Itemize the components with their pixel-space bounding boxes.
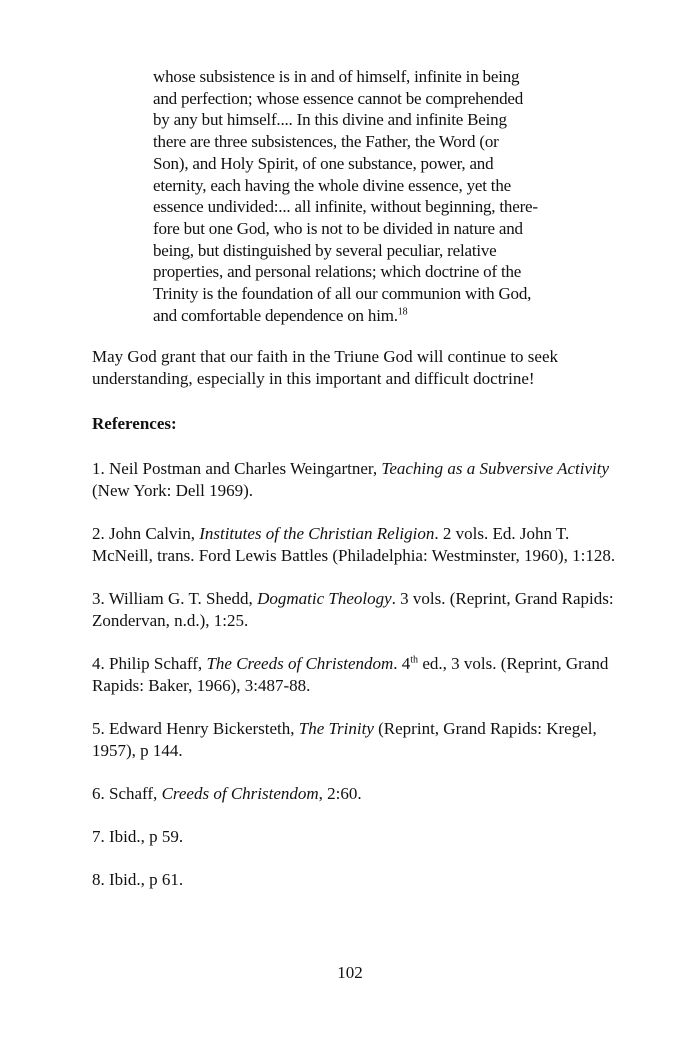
paragraph-line: understanding, especially in this important and difficult doctrine!: [92, 368, 535, 388]
reference-item: [92, 458, 622, 502]
block-quote: [153, 66, 603, 326]
quote-line: there are three subsistences, the Father, the Word (or: [153, 132, 499, 152]
quote-line: by any but himself.... In this divine and infinite Being: [153, 110, 507, 130]
quote-line: whose subsistence is in and of himself, infinite in being: [153, 67, 520, 86]
reference-text: 7. Ibid., p 59.: [92, 827, 184, 846]
quote-line: properties, and personal relations; which doctrine of the: [153, 262, 522, 282]
footnote-marker: 18: [397, 306, 408, 318]
quote-line: being, but distinguished by several peculiar, relative: [153, 240, 497, 260]
reference-title: Dogmatic Theology: [257, 589, 392, 608]
reference-text: 2. John Calvin,: [92, 524, 200, 543]
references-list: [92, 458, 622, 912]
reference-text: 5. Edward Henry Bickersteth,: [92, 719, 299, 738]
reference-title: Institutes of the Christian Religion: [199, 524, 435, 543]
quote-line: Son), and Holy Spirit, of one substance, power, and: [153, 153, 494, 173]
reference-text: (Reprint, Grand Rapids: Kregel, 1957), p 144.: [92, 719, 597, 760]
reference-text: ed., 3 vols. (Reprint, Grand Rapids: Baker, 1966), 3:487-88.: [92, 654, 609, 695]
reference-text: (New York: Dell 1969).: [92, 481, 254, 500]
reference-title: The Trinity: [298, 719, 374, 738]
reference-text: 6. Schaff,: [92, 784, 162, 803]
quote-line: and perfection; whose essence cannot be comprehended: [153, 88, 524, 108]
reference-item: [92, 783, 622, 805]
reference-text: 1. Neil Postman and Charles Weingartner,: [92, 459, 382, 478]
paragraph-line: May God grant that our faith in the Triune God will continue to seek: [92, 347, 559, 366]
quote-line: essence undivided:... all infinite, without beginning, there-: [153, 197, 538, 217]
reference-item: [92, 869, 622, 891]
quote-line: Trinity is the foundation of all our communion with God,: [153, 284, 532, 304]
closing-paragraph: [92, 346, 612, 389]
reference-text: . 4: [393, 654, 411, 673]
reference-text: . 3 vols. (Reprint, Grand Rapids: Zondervan, n.d.), 1:25.: [92, 589, 614, 630]
reference-text: . 2 vols. Ed. John T. McNeill, trans. Ford Lewis Battles (Philadelphia: Westminster, 1960), 1:128.: [92, 524, 616, 565]
quote-line: fore but one God, who is not to be divided in nature and: [153, 218, 523, 238]
ordinal-suffix: th: [410, 654, 419, 666]
reference-item: [92, 523, 622, 567]
reference-item: [92, 653, 622, 697]
reference-item: [92, 718, 622, 762]
reference-text: 3. William G. T. Shedd,: [92, 589, 258, 608]
reference-text: , 2:60.: [318, 784, 362, 803]
reference-item: [92, 826, 622, 848]
reference-title: Teaching as a Subversive Activity: [381, 459, 609, 478]
reference-text: 4. Philip Schaff,: [92, 654, 207, 673]
reference-text: 8. Ibid., p 61.: [92, 870, 184, 889]
reference-title: Creeds of Christendom: [161, 784, 319, 803]
quote-line: eternity, each having the whole divine essence, yet the: [153, 175, 511, 195]
references-heading: References:: [92, 414, 177, 433]
reference-item: [92, 588, 622, 632]
reference-title: The Creeds of Christendom: [206, 654, 394, 673]
quote-line: and comfortable dependence on him.: [153, 305, 398, 325]
page-number: 102: [337, 963, 363, 982]
